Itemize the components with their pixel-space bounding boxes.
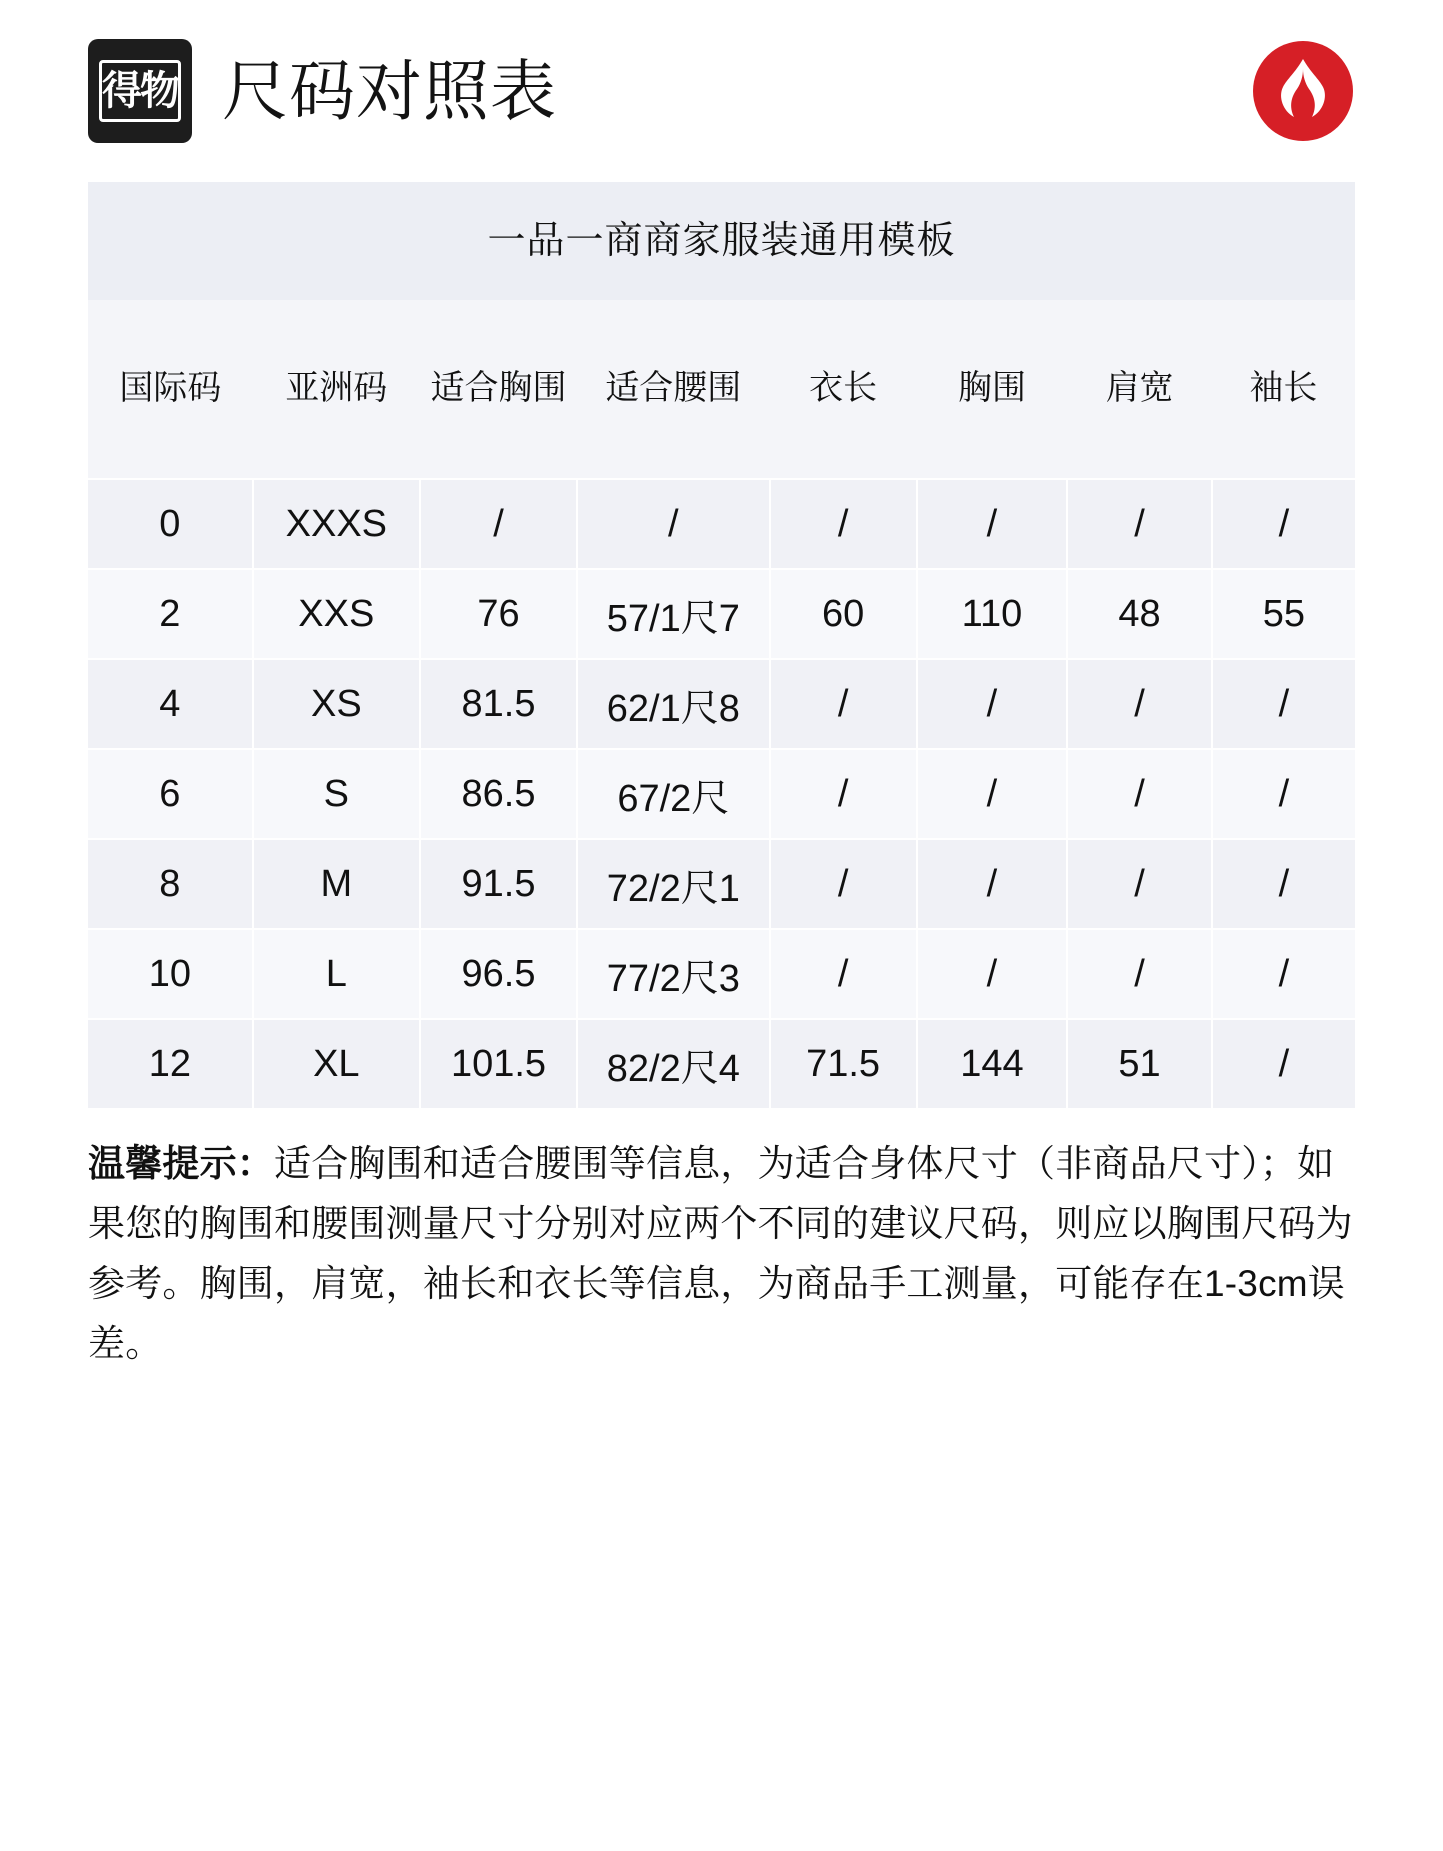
- table-row: [88, 479, 1355, 569]
- cell: /: [1067, 479, 1211, 569]
- page-header: [88, 0, 1355, 168]
- cell: /: [1212, 749, 1355, 839]
- cell: XXS: [253, 569, 420, 659]
- cell: 101.5: [420, 1019, 577, 1108]
- column-header: 胸围: [917, 300, 1068, 479]
- cell: 12: [88, 1019, 253, 1108]
- cell: L: [253, 929, 420, 1019]
- cell: /: [770, 929, 917, 1019]
- cell: 72/2尺1: [577, 839, 770, 929]
- column-header: 适合胸围: [420, 300, 577, 479]
- disclaimer-lead: 温馨提示：: [88, 1143, 274, 1184]
- cell: /: [1212, 479, 1355, 569]
- cell: 60: [770, 569, 917, 659]
- cell: /: [917, 749, 1068, 839]
- cell: 67/2尺: [577, 749, 770, 839]
- page-title: 尺码对照表: [222, 54, 557, 128]
- cell: 144: [917, 1019, 1068, 1108]
- table-row: [88, 749, 1355, 839]
- cell: /: [1067, 839, 1211, 929]
- cell: /: [917, 479, 1068, 569]
- table-row: [88, 569, 1355, 659]
- cell: /: [1212, 839, 1355, 929]
- cell: 96.5: [420, 929, 577, 1019]
- table-header-row: [88, 300, 1355, 479]
- table-title: 一品一商商家服装通用模板: [88, 182, 1355, 300]
- cell: /: [917, 929, 1068, 1019]
- cell: 91.5: [420, 839, 577, 929]
- cell: 71.5: [770, 1019, 917, 1108]
- cell: XS: [253, 659, 420, 749]
- column-header: 袖长: [1212, 300, 1355, 479]
- cell: 86.5: [420, 749, 577, 839]
- cell: /: [1067, 749, 1211, 839]
- cell: /: [770, 749, 917, 839]
- disclaimer-note: [88, 1134, 1355, 1374]
- size-table: [88, 300, 1355, 1108]
- cell: 82/2尺4: [577, 1019, 770, 1108]
- cell: XL: [253, 1019, 420, 1108]
- cell: /: [917, 659, 1068, 749]
- cell: 110: [917, 569, 1068, 659]
- cell: 62/1尺8: [577, 659, 770, 749]
- cell: /: [917, 839, 1068, 929]
- cell: M: [253, 839, 420, 929]
- column-header: 衣长: [770, 300, 917, 479]
- cell: 4: [88, 659, 253, 749]
- cell: 55: [1212, 569, 1355, 659]
- column-header: 适合腰围: [577, 300, 770, 479]
- cell: /: [1067, 929, 1211, 1019]
- brand-badge: [88, 39, 192, 143]
- table-row: [88, 839, 1355, 929]
- cell: 51: [1067, 1019, 1211, 1108]
- column-header: 肩宽: [1067, 300, 1211, 479]
- cell: /: [577, 479, 770, 569]
- table-row: [88, 929, 1355, 1019]
- cell: XXXS: [253, 479, 420, 569]
- cell: /: [1212, 659, 1355, 749]
- cell: /: [1067, 659, 1211, 749]
- size-table-block: [88, 182, 1355, 1108]
- cell: /: [420, 479, 577, 569]
- cell: 81.5: [420, 659, 577, 749]
- disclaimer-body: 适合胸围和适合腰围等信息，为适合身体尺寸（非商品尺寸）；如果您的胸围和腰围测量尺寸分别对应两个不同的建议尺码，则应以胸围尺码为参考。胸围，肩宽，袖长和衣长等信息，为商品手工测量，可能存在1-3cm误差。: [88, 1143, 1353, 1364]
- cell: 76: [420, 569, 577, 659]
- cell: S: [253, 749, 420, 839]
- cell: 8: [88, 839, 253, 929]
- cell: 0: [88, 479, 253, 569]
- table-row: [88, 659, 1355, 749]
- table-row: [88, 1019, 1355, 1108]
- cell: 77/2尺3: [577, 929, 770, 1019]
- column-header: 亚洲码: [253, 300, 420, 479]
- brand-badge-label: 得物: [99, 60, 181, 122]
- cell: /: [770, 839, 917, 929]
- lululemon-logo-icon: [1251, 39, 1355, 143]
- cell: 10: [88, 929, 253, 1019]
- cell: 2: [88, 569, 253, 659]
- cell: /: [770, 479, 917, 569]
- cell: 57/1尺7: [577, 569, 770, 659]
- cell: /: [1212, 1019, 1355, 1108]
- cell: /: [770, 659, 917, 749]
- column-header: 国际码: [88, 300, 253, 479]
- cell: 48: [1067, 569, 1211, 659]
- cell: /: [1212, 929, 1355, 1019]
- cell: 6: [88, 749, 253, 839]
